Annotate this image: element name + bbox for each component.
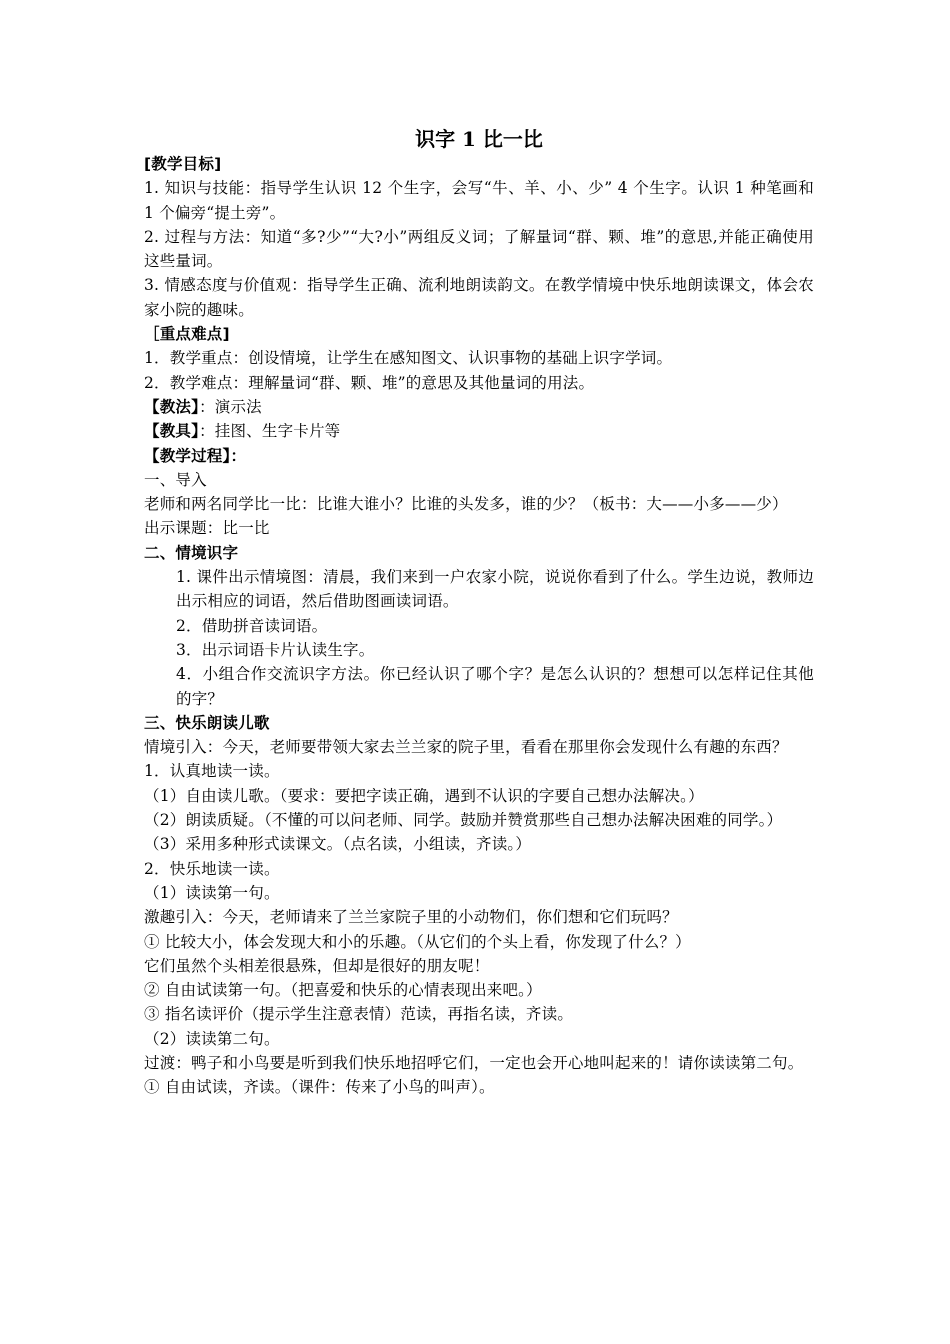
text-line: 一、导入	[144, 470, 207, 489]
text-line: 1. 知识与技能：指导学生认识 12 个生字，会写“牛、羊、小、少” 4 个生字。认识 1 种笔画和 1 个偏旁“提土旁”。	[144, 179, 814, 222]
bold-label: 【教学过程】：	[144, 446, 247, 465]
text-line: 3．出示词语卡片认读生字。	[176, 640, 375, 659]
text-line: （2）读读第二句。	[144, 1029, 280, 1048]
text-line: 激趣引入：今天，老师请来了兰兰家院子里的小动物们，你们想和它们玩吗？	[144, 908, 678, 927]
text-line: 老师和两名同学比一比：比谁大谁小？比谁的头发多，谁的少？（板书：大——小多——少）	[144, 495, 788, 514]
text-line	[144, 419, 814, 443]
label-value: ：演示法	[199, 397, 262, 416]
text-line	[144, 395, 814, 419]
text-line	[144, 444, 814, 468]
text-line: （3）采用多种形式读课文。（点名读，小组读，齐读。）	[144, 835, 532, 854]
text-line: 1．教学重点：创设情境，让学生在感知图文、认识事物的基础上识字学词。	[144, 349, 673, 368]
text-line: 出示课题：比一比	[144, 519, 270, 538]
text-line: 情境引入：今天，老师要带领大家去兰兰家的院子里，看看在那里你会发现什么有趣的东西？	[144, 738, 788, 757]
text-line: 它们虽然个头相差很悬殊，但却是很好的朋友呢！	[144, 956, 490, 975]
document-title: 识字 1 比一比	[415, 127, 543, 151]
text-line: ② 自由试读第一句。（把喜爱和快乐的心情表现出来吧。）	[144, 981, 542, 1000]
text-line: 2．借助拼音读词语。	[176, 616, 328, 635]
text-line: ① 比较大小，体会发现大和小的乐趣。（从它们的个头上看，你发现了什么？）	[144, 932, 691, 951]
bold-label: 【教具】	[144, 422, 200, 441]
document-page	[144, 126, 814, 1100]
text-line: 三、快乐朗读儿歌	[144, 713, 270, 732]
text-line: 2. 过程与方法：知道“多?少”“大?小”两组反义词；了解量词“群、颗、堆”的意思,并能正确使用这些量词。	[144, 227, 814, 271]
text-line: 1．认真地读一读。	[144, 762, 280, 781]
text-line: 1. 课件出示情境图：清晨，我们来到一户农家小院，说说你看到了什么。学生边说，教师边出示相应的词语，然后借助图画读词语。	[176, 568, 814, 611]
text-line: （1）读读第一句。	[144, 883, 280, 902]
text-line: 2．教学难点：理解量词“群、颗、堆”的意思及其他量词的用法。	[144, 373, 595, 392]
label-value: ：挂图、生字卡片等	[199, 422, 341, 441]
text-line: 二、情境识字	[144, 543, 239, 562]
text-line: ① 自由试读，齐读。（课件：传来了小鸟的叫声）。	[144, 1078, 495, 1097]
bold-label: 【教法】	[144, 397, 200, 416]
text-line: ［重点难点]	[144, 325, 230, 344]
text-line: （1）自由读儿歌。（要求：要把字读正确，遇到不认识的字要自己想办法解决。）	[144, 786, 704, 805]
text-line: 3. 情感态度与价值观：指导学生正确、流利地朗读韵文。在教学情境中快乐地朗读课文，体会农家小院的趣味。	[144, 276, 814, 319]
text-line: （2）朗读质疑。（不懂的可以问老师、同学。鼓励并赞赏那些自己想办法解决困难的同学。）	[144, 811, 783, 830]
text-line: ③ 指名读评价（提示学生注意表情）范读，再指名读，齐读。	[144, 1005, 574, 1024]
text-line: [教学目标]	[144, 155, 222, 173]
text-line: 过渡：鸭子和小鸟要是听到我们快乐地招呼它们，一定也会开心地叫起来的！请你读读第二句。	[144, 1053, 804, 1072]
document-body	[144, 152, 814, 1100]
text-line: 2．快乐地读一读。	[144, 859, 280, 878]
text-line: 4．小组合作交流识字方法。你已经认识了哪个字？是怎么认识的？想想可以怎样记住其他的字？	[176, 665, 814, 708]
